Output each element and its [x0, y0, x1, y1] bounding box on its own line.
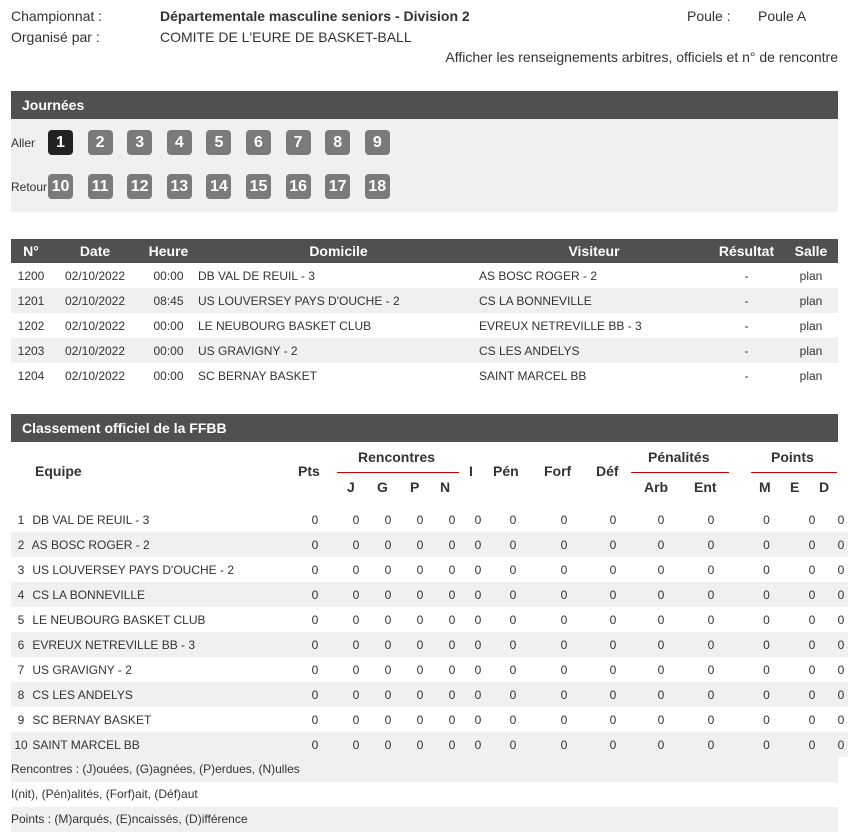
- classement-row: [11, 657, 848, 682]
- classement-value: 0: [448, 712, 456, 727]
- match-row: [11, 263, 838, 288]
- hdr-equipe: Equipe: [35, 463, 82, 479]
- classement-team-cell: [11, 507, 290, 532]
- classement-value: 0: [416, 562, 424, 577]
- team-name: SC BERNAY BASKET: [32, 712, 152, 727]
- journee-button-18[interactable]: 18: [365, 174, 390, 199]
- match-row: [11, 363, 838, 388]
- journee-button-2[interactable]: 2: [88, 130, 113, 155]
- match-salle-link[interactable]: plan: [784, 288, 838, 313]
- classement-value: 0: [372, 582, 404, 607]
- classement-value: 0: [488, 532, 538, 557]
- points-underline: [751, 472, 837, 473]
- classement-value: 0: [827, 732, 848, 757]
- classement-value: 0: [736, 582, 797, 607]
- championnat-value: Départementale masculine seniors - Division 2: [160, 8, 470, 24]
- classement-value: 0: [827, 632, 848, 657]
- classement-value: 0: [590, 632, 636, 657]
- match-date: 02/10/2022: [64, 368, 126, 383]
- classement-team-cell: [11, 732, 290, 757]
- classement-value: 0: [416, 712, 424, 727]
- classement-value: 0: [416, 512, 424, 527]
- hdr-j: J: [347, 479, 355, 495]
- journee-button-1[interactable]: 1: [48, 130, 73, 155]
- hdr-rencontres: Rencontres: [358, 449, 436, 465]
- classement-value: 0: [763, 712, 770, 727]
- classement-value: 0: [372, 732, 404, 757]
- journee-button-15[interactable]: 15: [246, 174, 271, 199]
- team-name: EVREUX NETREVILLE BB - 3: [32, 637, 196, 652]
- classement-value: 0: [488, 682, 538, 707]
- hdr-i: I: [469, 463, 473, 479]
- classement-value: 0: [311, 512, 319, 527]
- classement-value: 0: [290, 682, 340, 707]
- classement-value: 0: [474, 562, 482, 577]
- classement-title: Classement officiel de la FFBB: [11, 414, 838, 442]
- classement-value: 0: [474, 612, 482, 627]
- match-visiteur: CS LA BONNEVILLE: [479, 288, 709, 313]
- col-salle: Salle: [784, 239, 838, 263]
- classement-value: 0: [436, 682, 468, 707]
- matches-header-row: [11, 239, 838, 263]
- classement-value: 0: [509, 612, 517, 627]
- team-name: SAINT MARCEL BB: [32, 737, 140, 752]
- journees-box: [11, 119, 838, 212]
- classement-value: 0: [827, 582, 848, 607]
- hdr-m: M: [759, 479, 771, 495]
- match-heure: 00:00: [139, 338, 198, 363]
- hdr-pen: Pén: [493, 463, 519, 479]
- classement-value: 0: [707, 612, 715, 627]
- classement-value: 0: [290, 582, 340, 607]
- journee-button-17[interactable]: 17: [325, 174, 350, 199]
- classement-team-cell: [11, 682, 290, 707]
- team-name: DB VAL DE REUIL - 3: [32, 512, 150, 527]
- classement-value: 0: [509, 562, 517, 577]
- match-domicile: US GRAVIGNY - 2: [198, 338, 479, 363]
- classement-row: [11, 707, 848, 732]
- match-heure: 00:00: [153, 268, 184, 283]
- hdr-arb: Arb: [644, 479, 669, 495]
- classement-value: 0: [436, 532, 468, 557]
- classement-value: 0: [474, 662, 482, 677]
- team-rank: 6: [17, 637, 25, 652]
- hdr-penalites: Pénalités: [648, 449, 710, 465]
- championnat-label: Championnat :: [11, 8, 103, 24]
- match-salle-link[interactable]: plan: [799, 268, 823, 283]
- match-salle-link[interactable]: plan: [799, 368, 823, 383]
- classement-value: 0: [538, 682, 590, 707]
- classement-value: 0: [837, 512, 845, 527]
- classement-value: 0: [837, 562, 845, 577]
- classement-section: [11, 414, 845, 832]
- classement-row: [11, 532, 848, 557]
- match-no: 1203: [11, 338, 51, 363]
- classement-value: 0: [736, 732, 797, 757]
- match-resultat: -: [744, 268, 749, 283]
- competition-header: [0, 0, 848, 90]
- hdr-ent: Ent: [694, 479, 717, 495]
- classement-value: 0: [311, 612, 319, 627]
- classement-value: 0: [488, 582, 538, 607]
- classement-value: 0: [509, 662, 517, 677]
- journee-button-7[interactable]: 7: [286, 130, 311, 155]
- match-resultat: -: [709, 288, 784, 313]
- journee-button-12[interactable]: 12: [127, 174, 152, 199]
- classement-value: 0: [340, 532, 372, 557]
- match-visiteur: SAINT MARCEL BB: [479, 368, 587, 383]
- hdr-d: D: [819, 479, 830, 495]
- rencontres-underline: [337, 472, 459, 473]
- hdr-e: E: [790, 479, 800, 495]
- classement-value: 0: [404, 682, 436, 707]
- classement-row: [11, 607, 848, 632]
- col-visiteur: Visiteur: [479, 239, 709, 263]
- matches-section: [11, 239, 838, 388]
- poule-value: Poule A: [758, 8, 807, 24]
- journee-button-10[interactable]: 10: [48, 174, 73, 199]
- classement-value: 0: [372, 532, 404, 557]
- classement-value: 0: [448, 612, 456, 627]
- classement-value: 0: [590, 582, 636, 607]
- classement-value: 0: [686, 732, 736, 757]
- match-salle-link[interactable]: plan: [784, 338, 838, 363]
- classement-value: 0: [352, 512, 360, 527]
- team-rank: 5: [17, 612, 25, 627]
- classement-value: 0: [311, 562, 319, 577]
- classement-value: 0: [808, 612, 816, 627]
- match-domicile: DB VAL DE REUIL - 3: [198, 268, 315, 283]
- classement-value: 0: [404, 732, 436, 757]
- classement-value: 0: [384, 712, 392, 727]
- journee-button-16[interactable]: 16: [286, 174, 311, 199]
- classement-value: 0: [448, 512, 456, 527]
- journee-button-4[interactable]: 4: [167, 130, 192, 155]
- classement-value: 0: [657, 662, 665, 677]
- legend: [11, 757, 838, 832]
- classement-value: 0: [352, 612, 360, 627]
- classement-value: 0: [837, 612, 845, 627]
- classement-value: 0: [636, 632, 686, 657]
- match-resultat: -: [744, 318, 749, 333]
- col-domicile: Domicile: [198, 239, 479, 263]
- organise-value: COMITE DE L'EURE DE BASKET-BALL: [160, 29, 412, 45]
- classement-value: 0: [827, 532, 848, 557]
- classement-value: 0: [468, 732, 488, 757]
- classement-value: 0: [436, 632, 468, 657]
- classement-value: 0: [352, 662, 360, 677]
- col-no: N°: [11, 239, 51, 263]
- legend-penalites: I(nit), (Pén)alités, (Forf)ait, (Déf)aut: [11, 782, 838, 807]
- hdr-pts: Pts: [298, 463, 320, 479]
- classement-row: [11, 682, 848, 707]
- classement-value: 0: [474, 712, 482, 727]
- journee-button-3[interactable]: 3: [127, 130, 152, 155]
- classement-value: 0: [404, 632, 436, 657]
- classement-value: 0: [808, 562, 816, 577]
- classement-value: 0: [707, 512, 715, 527]
- classement-value: 0: [827, 682, 848, 707]
- team-rank: 1: [17, 512, 25, 527]
- classement-value: 0: [686, 532, 736, 557]
- classement-value: 0: [707, 662, 715, 677]
- match-row: [11, 288, 838, 313]
- match-no: 1200: [17, 268, 45, 283]
- classement-value: 0: [686, 632, 736, 657]
- hdr-points: Points: [771, 449, 814, 465]
- classement-value: 0: [448, 662, 456, 677]
- journee-button-11[interactable]: 11: [88, 174, 113, 199]
- classement-team-cell: [11, 632, 290, 657]
- classement-value: 0: [290, 532, 340, 557]
- hdr-forf: Forf: [544, 463, 572, 479]
- organise-label: Organisé par :: [11, 29, 100, 45]
- classement-row: [11, 632, 848, 657]
- match-visiteur: EVREUX NETREVILLE BB - 3: [479, 318, 642, 333]
- team-rank: 2: [17, 537, 25, 552]
- match-visiteur: CS LES ANDELYS: [479, 338, 709, 363]
- hdr-p: P: [410, 479, 420, 495]
- classement-value: 0: [384, 562, 392, 577]
- classement-value: 0: [436, 732, 468, 757]
- hdr-def: Déf: [596, 463, 619, 479]
- team-rank: 8: [17, 687, 25, 702]
- classement-value: 0: [340, 732, 372, 757]
- classement-value: 0: [763, 612, 770, 627]
- col-resultat: Résultat: [709, 239, 784, 263]
- classement-value: 0: [657, 512, 665, 527]
- classement-value: 0: [837, 712, 845, 727]
- classement-value: 0: [590, 732, 636, 757]
- classement-row: [11, 582, 848, 607]
- classement-value: 0: [763, 662, 770, 677]
- classement-value: 0: [636, 532, 686, 557]
- classement-value: 0: [384, 512, 392, 527]
- team-name: US GRAVIGNY - 2: [32, 662, 132, 677]
- classement-team-cell: [11, 532, 290, 557]
- classement-value: 0: [797, 682, 827, 707]
- classement-value: 0: [636, 682, 686, 707]
- journees-section: [0, 91, 848, 212]
- classement-value: 0: [474, 512, 482, 527]
- team-rank: 3: [17, 562, 25, 577]
- classement-value: 0: [609, 562, 617, 577]
- classement-value: 0: [686, 682, 736, 707]
- classement-value: 0: [808, 712, 816, 727]
- team-rank: 7: [17, 662, 25, 677]
- classement-value: 0: [560, 612, 568, 627]
- classement-value: 0: [488, 632, 538, 657]
- classement-value: 0: [416, 612, 424, 627]
- hdr-g: G: [377, 479, 388, 495]
- team-name: AS BOSC ROGER - 2: [31, 537, 150, 552]
- match-heure: 08:45: [139, 288, 198, 313]
- classement-value: 0: [560, 512, 568, 527]
- matches-table: [11, 239, 838, 388]
- classement-value: 0: [290, 632, 340, 657]
- classement-value: 0: [468, 532, 488, 557]
- classement-value: 0: [468, 582, 488, 607]
- team-name: US LOUVERSEY PAYS D'OUCHE - 2: [32, 562, 235, 577]
- team-rank: 9: [17, 712, 25, 727]
- classement-header: [11, 442, 838, 507]
- match-domicile: SC BERNAY BASKET: [198, 368, 317, 383]
- col-date: Date: [51, 239, 139, 263]
- match-date: 02/10/2022: [64, 268, 126, 283]
- classement-value: 0: [808, 512, 816, 527]
- classement-value: 0: [590, 682, 636, 707]
- journee-button-9[interactable]: 9: [365, 130, 390, 155]
- classement-value: 0: [538, 732, 590, 757]
- classement-value: 0: [352, 712, 360, 727]
- classement-value: 0: [538, 532, 590, 557]
- match-salle-link[interactable]: plan: [799, 318, 823, 333]
- poule-label: Poule :: [687, 8, 731, 24]
- match-no: 1202: [17, 318, 45, 333]
- match-resultat: -: [709, 338, 784, 363]
- classement-team-cell: [11, 707, 290, 732]
- classement-value: 0: [707, 712, 715, 727]
- classement-value: 0: [372, 632, 404, 657]
- match-date: 02/10/2022: [51, 288, 139, 313]
- classement-value: 0: [311, 712, 319, 727]
- legend-rencontres: Rencontres : (J)ouées, (G)agnées, (P)erdues, (N)ulles: [11, 762, 300, 776]
- show-officials-link[interactable]: Afficher les renseignements arbitres, officiels et n° de rencontre: [445, 49, 838, 65]
- journee-button-5[interactable]: 5: [206, 130, 231, 155]
- match-domicile: US LOUVERSEY PAYS D'OUCHE - 2: [198, 288, 479, 313]
- classement-value: 0: [560, 662, 568, 677]
- classement-value: 0: [340, 682, 372, 707]
- journee-button-6[interactable]: 6: [246, 130, 271, 155]
- classement-value: 0: [560, 712, 568, 727]
- classement-value: 0: [590, 532, 636, 557]
- classement-value: 0: [352, 562, 360, 577]
- classement-value: 0: [636, 732, 686, 757]
- classement-value: 0: [609, 662, 617, 677]
- journee-button-13[interactable]: 13: [167, 174, 192, 199]
- classement-value: 0: [808, 662, 816, 677]
- legend-points: Points : (M)arqués, (E)ncaissés, (D)ifférence: [11, 812, 248, 826]
- match-date: 02/10/2022: [64, 318, 126, 333]
- classement-row: [11, 557, 848, 582]
- classement-value: 0: [707, 562, 715, 577]
- col-heure: Heure: [139, 239, 198, 263]
- aller-label: Aller: [11, 136, 36, 150]
- hdr-n: N: [440, 479, 451, 495]
- classement-value: 0: [340, 582, 372, 607]
- classement-value: 0: [837, 662, 845, 677]
- match-row: [11, 338, 838, 363]
- classement-value: 0: [488, 732, 538, 757]
- classement-team-cell: [11, 657, 290, 682]
- classement-value: 0: [763, 562, 770, 577]
- penalites-underline: [631, 472, 729, 473]
- classement-table: [11, 507, 848, 757]
- classement-value: 0: [436, 582, 468, 607]
- classement-value: 0: [416, 662, 424, 677]
- classement-value: 0: [736, 532, 797, 557]
- classement-value: 0: [538, 632, 590, 657]
- classement-value: 0: [797, 532, 827, 557]
- classement-value: 0: [736, 682, 797, 707]
- classement-value: 0: [404, 582, 436, 607]
- classement-value: 0: [384, 662, 392, 677]
- team-name: LE NEUBOURG BASKET CLUB: [32, 612, 206, 627]
- team-name: CS LA BONNEVILLE: [32, 587, 146, 602]
- classement-value: 0: [736, 632, 797, 657]
- classement-value: 0: [340, 632, 372, 657]
- match-heure: 00:00: [153, 368, 184, 383]
- classement-value: 0: [657, 712, 665, 727]
- match-visiteur: AS BOSC ROGER - 2: [479, 268, 598, 283]
- classement-value: 0: [609, 712, 617, 727]
- match-heure: 00:00: [153, 318, 184, 333]
- classement-value: 0: [448, 562, 456, 577]
- match-row: [11, 313, 838, 338]
- classement-team-cell: [11, 582, 290, 607]
- classement-team-cell: [11, 557, 290, 582]
- classement-value: 0: [509, 712, 517, 727]
- classement-row: [11, 507, 848, 532]
- retour-label: Retour: [11, 180, 48, 194]
- team-rank: 4: [17, 587, 25, 602]
- classement-value: 0: [538, 582, 590, 607]
- match-no: 1204: [17, 368, 45, 383]
- classement-value: 0: [509, 512, 517, 527]
- classement-value: 0: [560, 562, 568, 577]
- team-rank: 10: [14, 737, 28, 752]
- classement-value: 0: [609, 512, 617, 527]
- match-date: 02/10/2022: [51, 338, 139, 363]
- classement-value: 0: [636, 582, 686, 607]
- classement-value: 0: [763, 512, 770, 527]
- match-resultat: -: [744, 368, 749, 383]
- classement-value: 0: [797, 632, 827, 657]
- classement-value: 0: [609, 612, 617, 627]
- classement-value: 0: [468, 682, 488, 707]
- team-name: CS LES ANDELYS: [32, 687, 133, 702]
- classement-value: 0: [797, 582, 827, 607]
- classement-value: 0: [468, 632, 488, 657]
- classement-value: 0: [404, 532, 436, 557]
- match-no: 1201: [11, 288, 51, 313]
- classement-row: [11, 732, 848, 757]
- classement-team-cell: [11, 607, 290, 632]
- classement-value: 0: [657, 612, 665, 627]
- journees-title: Journées: [11, 91, 838, 119]
- classement-value: 0: [311, 662, 319, 677]
- classement-value: 0: [372, 682, 404, 707]
- classement-value: 0: [797, 732, 827, 757]
- classement-value: 0: [384, 612, 392, 627]
- classement-value: 0: [686, 582, 736, 607]
- journee-button-14[interactable]: 14: [206, 174, 231, 199]
- classement-value: 0: [657, 562, 665, 577]
- classement-value: 0: [290, 732, 340, 757]
- journee-button-8[interactable]: 8: [325, 130, 350, 155]
- match-domicile: LE NEUBOURG BASKET CLUB: [198, 318, 372, 333]
